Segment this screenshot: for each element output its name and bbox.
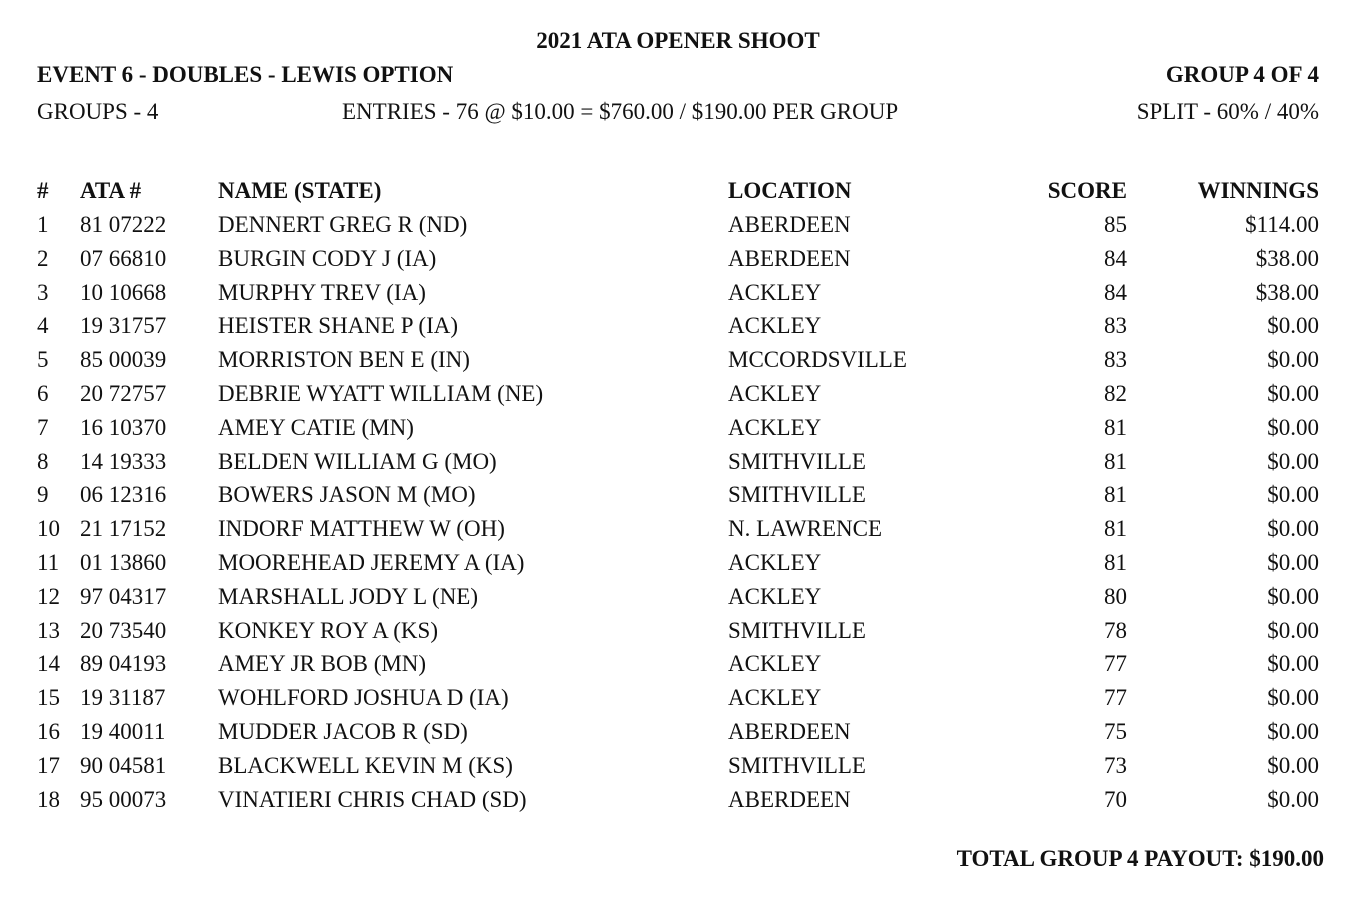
cell-score: 77 xyxy=(1104,685,1127,711)
table-row xyxy=(0,754,1360,788)
cell-number: 6 xyxy=(37,381,49,406)
cell-location: SMITHVILLE xyxy=(728,482,866,508)
table-row xyxy=(0,686,1360,720)
cell-score: 84 xyxy=(1104,279,1127,305)
cell-number: 8 xyxy=(37,448,49,474)
cell-location: MCCORDSVILLE xyxy=(728,347,907,373)
event-title: EVENT 6 - DOUBLES - LEWIS OPTION xyxy=(37,62,454,87)
cell-location: SMITHVILLE xyxy=(728,617,866,643)
table-row xyxy=(0,720,1360,754)
column-header-number: # xyxy=(37,178,49,203)
entries-summary: ENTRIES - 76 @ $10.00 = $760.00 / $190.00 PER GROUP xyxy=(342,99,899,124)
cell-score: 81 xyxy=(1104,516,1127,542)
group-indicator: GROUP 4 OF 4 xyxy=(1165,62,1319,87)
cell-score: 77 xyxy=(1104,651,1127,677)
cell-winnings: $0.00 xyxy=(1267,550,1319,575)
cell-name: DEBRIE WYATT WILLIAM (NE) xyxy=(218,381,544,406)
cell-ata: 95 00073 xyxy=(80,786,167,812)
cell-ata: 19 40011 xyxy=(80,719,166,744)
cell-ata: 21 17152 xyxy=(80,516,167,542)
table-row xyxy=(0,247,1360,281)
cell-location: ABERDEEN xyxy=(728,245,851,271)
cell-winnings: $0.00 xyxy=(1267,381,1319,406)
cell-score: 81 xyxy=(1104,414,1127,440)
table-row xyxy=(0,450,1360,484)
cell-score: 70 xyxy=(1104,786,1127,812)
cell-ata: 20 72757 xyxy=(80,381,167,406)
table-row xyxy=(0,619,1360,653)
cell-name: VINATIERI CHRIS CHAD (SD) xyxy=(218,786,527,812)
cell-ata: 20 73540 xyxy=(80,617,167,643)
table-row xyxy=(0,483,1360,517)
cell-number: 17 xyxy=(37,752,60,778)
cell-name: INDORF MATTHEW W (OH) xyxy=(218,516,505,542)
column-header-name: NAME (STATE) xyxy=(218,178,382,203)
cell-winnings: $0.00 xyxy=(1267,482,1319,508)
table-row xyxy=(0,585,1360,619)
cell-location: SMITHVILLE xyxy=(728,448,866,474)
cell-location: ACKLEY xyxy=(728,279,822,305)
cell-location: ACKLEY xyxy=(728,685,822,711)
cell-name: KONKEY ROY A (KS) xyxy=(218,617,438,643)
cell-name: BURGIN CODY J (IA) xyxy=(218,245,437,271)
cell-name: MOOREHEAD JEREMY A (IA) xyxy=(218,550,525,575)
cell-ata: 85 00039 xyxy=(80,347,167,373)
cell-name: BELDEN WILLIAM G (MO) xyxy=(218,448,497,474)
cell-winnings: $0.00 xyxy=(1267,752,1319,778)
cell-number: 18 xyxy=(37,786,60,812)
cell-ata: 06 12316 xyxy=(80,482,167,508)
cell-score: 80 xyxy=(1104,583,1127,609)
cell-location: SMITHVILLE xyxy=(728,752,866,778)
cell-score: 84 xyxy=(1104,245,1127,271)
cell-name: MARSHALL JODY L (NE) xyxy=(218,583,479,609)
table-row xyxy=(0,348,1360,382)
cell-number: 10 xyxy=(37,516,60,542)
cell-name: MORRISTON BEN E (IN) xyxy=(218,347,470,373)
table-row xyxy=(0,788,1360,822)
cell-winnings: $0.00 xyxy=(1267,786,1319,812)
cell-ata: 90 04581 xyxy=(80,752,167,778)
column-header-location: LOCATION xyxy=(728,178,852,203)
cell-score: 81 xyxy=(1104,550,1127,575)
page-title: 2021 ATA OPENER SHOOT xyxy=(536,28,820,53)
table-row xyxy=(0,551,1360,585)
cell-number: 5 xyxy=(37,347,49,373)
cell-location: ABERDEEN xyxy=(728,719,851,744)
cell-location: ACKLEY xyxy=(728,381,822,406)
cell-ata: 81 07222 xyxy=(80,212,167,237)
cell-winnings: $38.00 xyxy=(1255,245,1319,271)
cell-winnings: $0.00 xyxy=(1267,617,1319,643)
table-row xyxy=(0,281,1360,315)
cell-number: 7 xyxy=(37,414,49,440)
cell-winnings: $0.00 xyxy=(1267,516,1319,542)
cell-number: 11 xyxy=(37,550,60,575)
table-row xyxy=(0,416,1360,450)
cell-number: 16 xyxy=(37,719,60,744)
cell-number: 13 xyxy=(37,617,60,643)
cell-score: 78 xyxy=(1104,617,1127,643)
cell-score: 73 xyxy=(1104,752,1127,778)
cell-ata: 07 66810 xyxy=(80,245,167,271)
cell-location: ABERDEEN xyxy=(728,212,851,237)
cell-ata: 16 10370 xyxy=(80,414,167,440)
cell-winnings: $0.00 xyxy=(1267,651,1319,677)
table-row xyxy=(0,382,1360,416)
cell-location: ACKLEY xyxy=(728,583,822,609)
cell-number: 14 xyxy=(37,651,60,677)
total-payout: TOTAL GROUP 4 PAYOUT: $190.00 xyxy=(956,846,1324,871)
cell-score: 83 xyxy=(1104,347,1127,373)
cell-score: 83 xyxy=(1104,313,1127,339)
cell-score: 82 xyxy=(1104,381,1127,406)
cell-name: WOHLFORD JOSHUA D (IA) xyxy=(218,685,509,711)
cell-number: 3 xyxy=(37,279,49,305)
column-header-winnings: WINNINGS xyxy=(1197,178,1319,203)
table-row xyxy=(0,213,1360,247)
cell-number: 1 xyxy=(37,212,49,237)
cell-number: 4 xyxy=(37,313,49,339)
cell-winnings: $0.00 xyxy=(1267,719,1319,744)
cell-name: AMEY CATIE (MN) xyxy=(218,414,414,440)
cell-location: ACKLEY xyxy=(728,414,822,440)
cell-ata: 01 13860 xyxy=(80,550,167,575)
cell-winnings: $0.00 xyxy=(1267,583,1319,609)
table-row xyxy=(0,517,1360,551)
cell-number: 12 xyxy=(37,583,60,609)
cell-ata: 97 04317 xyxy=(80,583,167,609)
cell-winnings: $0.00 xyxy=(1267,313,1319,339)
column-header-ata: ATA # xyxy=(80,178,142,203)
cell-number: 15 xyxy=(37,685,60,711)
cell-ata: 19 31187 xyxy=(80,685,166,711)
cell-name: DENNERT GREG R (ND) xyxy=(218,212,468,237)
table-row xyxy=(0,652,1360,686)
cell-location: ABERDEEN xyxy=(728,786,851,812)
cell-name: BOWERS JASON M (MO) xyxy=(218,482,476,508)
cell-score: 81 xyxy=(1104,448,1127,474)
cell-score: 75 xyxy=(1104,719,1127,744)
cell-winnings: $114.00 xyxy=(1245,212,1319,237)
cell-location: ACKLEY xyxy=(728,651,822,677)
cell-name: HEISTER SHANE P (IA) xyxy=(218,313,458,339)
cell-winnings: $0.00 xyxy=(1267,685,1319,711)
table-row xyxy=(0,314,1360,348)
cell-ata: 14 19333 xyxy=(80,448,167,474)
cell-name: MURPHY TREV (IA) xyxy=(218,279,426,305)
cell-score: 81 xyxy=(1104,482,1127,508)
cell-location: N. LAWRENCE xyxy=(728,516,883,542)
cell-winnings: $0.00 xyxy=(1267,347,1319,373)
column-header-score: SCORE xyxy=(1047,178,1127,203)
cell-number: 9 xyxy=(37,482,49,508)
cell-score: 85 xyxy=(1104,212,1127,237)
payout-split: SPLIT - 60% / 40% xyxy=(1136,99,1319,124)
cell-winnings: $38.00 xyxy=(1255,279,1319,305)
cell-ata: 10 10668 xyxy=(80,279,167,305)
cell-location: ACKLEY xyxy=(728,313,822,339)
cell-ata: 89 04193 xyxy=(80,651,167,677)
cell-number: 2 xyxy=(37,245,49,271)
cell-name: BLACKWELL KEVIN M (KS) xyxy=(218,752,513,778)
cell-winnings: $0.00 xyxy=(1267,448,1319,474)
cell-winnings: $0.00 xyxy=(1267,414,1319,440)
cell-name: MUDDER JACOB R (SD) xyxy=(218,719,468,744)
cell-location: ACKLEY xyxy=(728,550,822,575)
cell-ata: 19 31757 xyxy=(80,313,167,339)
cell-name: AMEY JR BOB (MN) xyxy=(218,651,427,677)
groups-count: GROUPS - 4 xyxy=(37,99,159,124)
